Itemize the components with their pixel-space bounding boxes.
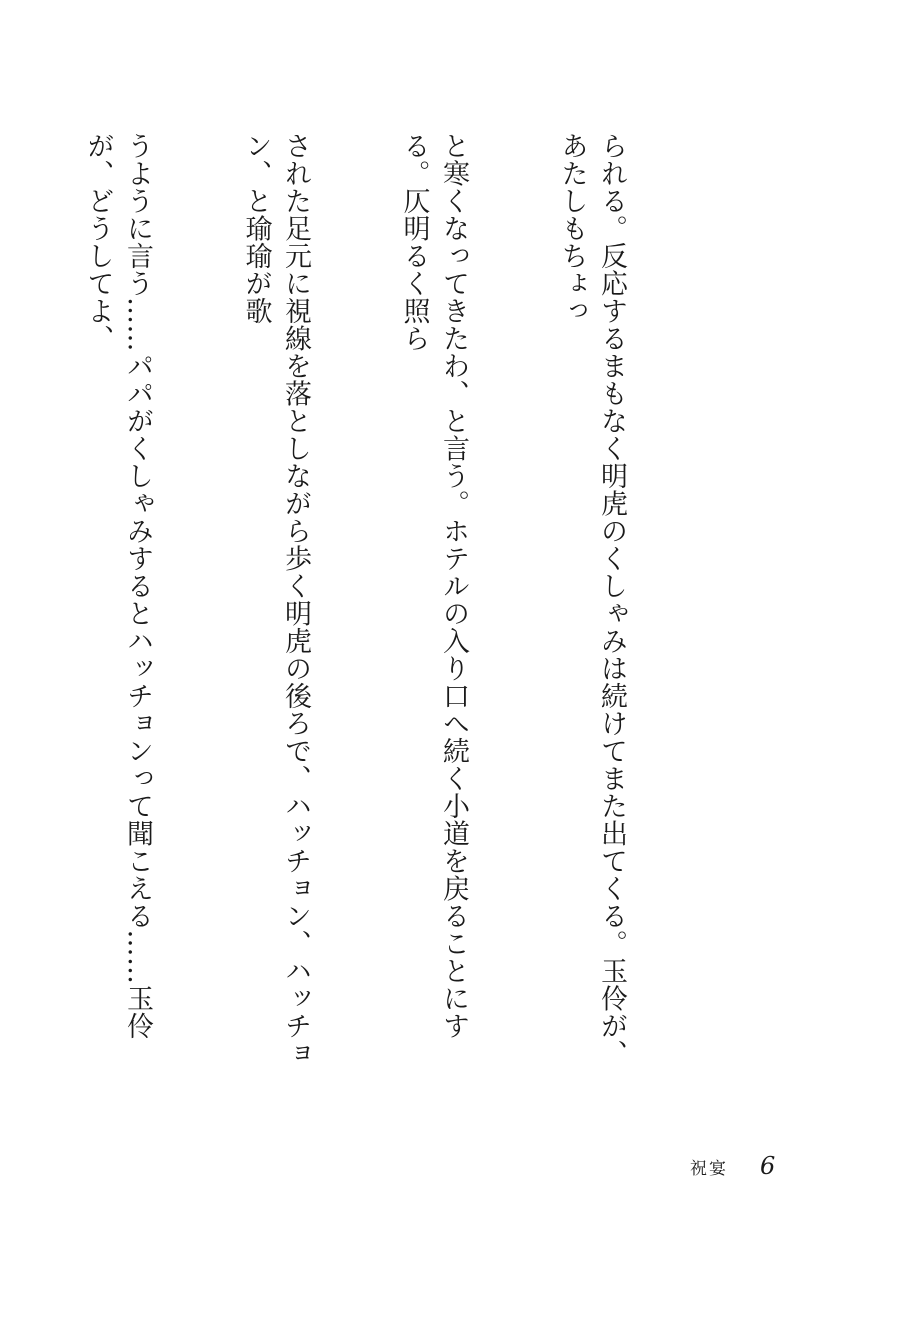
page-number: 6 [760, 1152, 776, 1180]
text-line: された足元に視線を落としながら歩く明虎の後ろで、ハッチョン、ハッチョン、と瑜瑜が歌 [240, 132, 311, 1067]
text-line: と寒くなってきたわ、と言う。ホテルの入り口へ続く小道を戻ることにする。仄明るく照ら [398, 132, 469, 1040]
text-line: られる。反応するまもなく明虎のくしゃみは続けてまた出てくる。玉伶が、あたしもちょっ [556, 132, 627, 1067]
text-line: うように言う……パパがくしゃみするとハッチョンって聞こえる……玉伶が、どうしてよ、 [82, 132, 153, 1040]
body-text [82, 132, 710, 1072]
page-footer [690, 1152, 775, 1180]
running-title: 祝宴 [690, 1159, 728, 1179]
